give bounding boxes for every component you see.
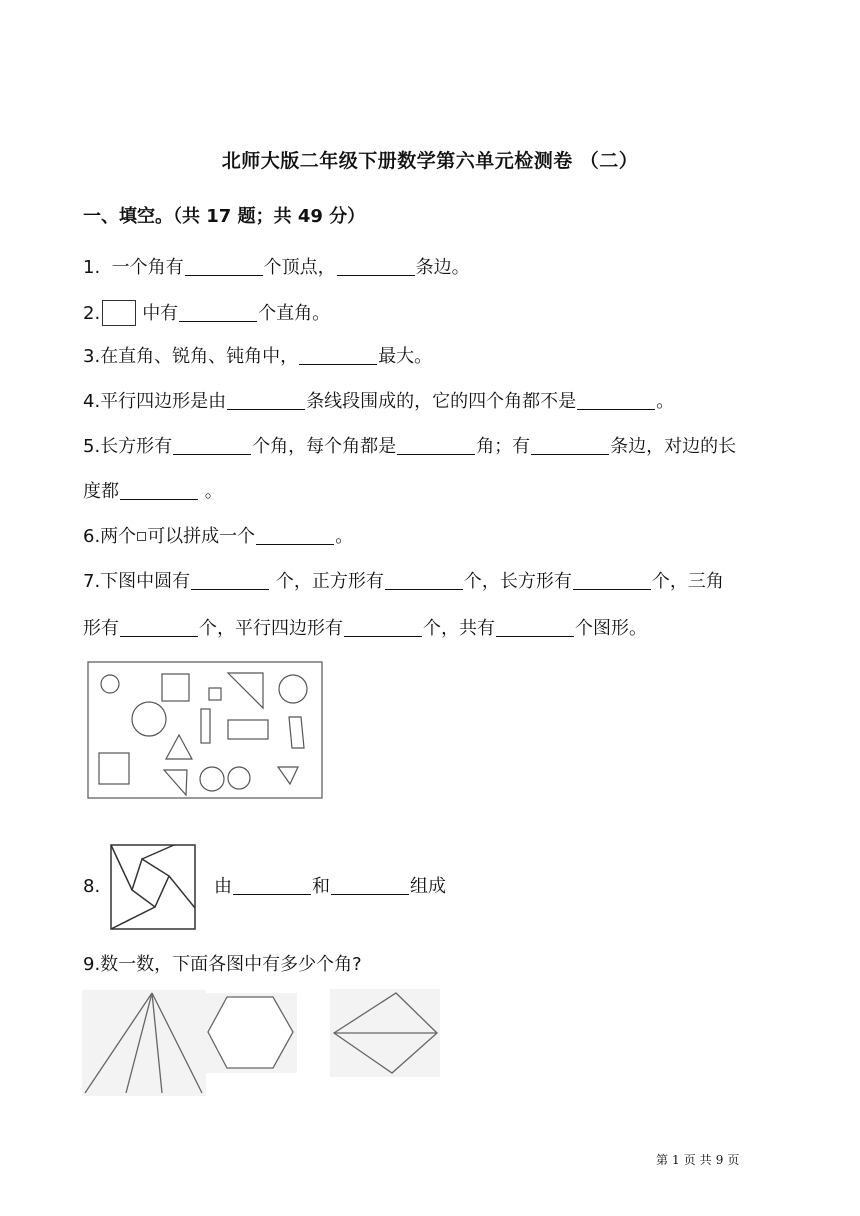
question-number: 2. [83,303,101,324]
answer-blank[interactable] [227,391,305,410]
page-number: 1 [672,1153,680,1167]
question-number: 8. [83,876,101,897]
square-composition-figure [109,843,197,931]
footer-text: 页 [683,1153,696,1167]
answer-blank[interactable] [299,346,377,365]
question-text: 9.数一数，下面各图中有多少个角? [83,954,362,975]
answer-blank[interactable] [120,618,198,637]
square-shape [162,674,189,701]
question-text: 个，正方形有 [270,571,384,592]
circle-shape [279,675,307,703]
total-pages: 9 [715,1153,724,1167]
answer-blank[interactable] [120,481,198,500]
answer-blank[interactable] [577,391,655,410]
answer-blank[interactable] [496,618,574,637]
question-7 [83,570,724,594]
question-text: 。 [656,391,675,412]
question-4 [83,390,674,414]
answer-blank[interactable] [573,571,651,590]
hexagon-figure [205,993,297,1073]
question-8-number [83,875,100,899]
footer-text: 第 [656,1153,669,1167]
footer-text: 页 [727,1153,740,1167]
question-text: 由 [214,876,232,897]
question-text: 条边。 [415,257,470,278]
page-title: 北师大版二年级下册数学第六单元检测卷 （二） [221,150,639,172]
question-text: 个，共有 [423,618,495,639]
question-text: 个，三角 [651,571,724,592]
question-text: 。 [335,526,354,547]
answer-blank[interactable] [385,571,463,590]
question-text: 4.平行四边形是由 [83,391,227,412]
answer-blank[interactable] [531,436,609,455]
question-2 [83,300,330,326]
question-text: 个，长方形有 [463,571,572,592]
question-text: 中有 [142,303,179,324]
triangle-shape [228,673,263,708]
kite-figure [330,989,440,1077]
question-6 [83,525,353,549]
answer-blank[interactable] [397,436,475,455]
question-5 [83,435,736,459]
parallelogram-shape [289,717,304,748]
question-text: 个直角。 [258,303,331,324]
question-text: 条边，对边的长 [610,436,737,457]
question-text: 一个角有 [111,257,184,278]
figure-frame [88,662,322,798]
answer-blank[interactable] [185,257,263,276]
question-8 [214,875,446,899]
rays-angle-figure [82,990,206,1096]
triangle-shape [164,770,187,795]
question-text: 度都 [83,481,119,502]
question-text: 3.在直角、锐角、钝角中， [83,346,299,367]
question-text: 角；有 [476,436,531,457]
circle-shape [101,675,119,693]
square-shape [209,688,221,700]
page-footer [656,1151,743,1168]
answer-blank[interactable] [256,526,334,545]
question-text: 5.长方形有 [83,436,173,457]
triangle-shape [278,767,298,784]
question-text: 。 [199,481,223,502]
question-number: 1. [83,257,101,278]
question-7-cont [83,617,647,641]
question-text: 和 [312,876,330,897]
small-square-icon [137,532,146,541]
circle-shape [200,767,224,791]
circle-shape [228,767,250,789]
circle-shape [132,702,166,736]
question-text: 个角，每个角都是 [252,436,397,457]
answer-blank[interactable] [337,257,415,276]
answer-blank[interactable] [344,618,422,637]
rectangle-shape [228,720,268,739]
answer-blank[interactable] [173,436,251,455]
question-text: 组成 [410,876,446,897]
answer-blank[interactable] [331,876,409,895]
question-9 [83,953,362,977]
question-3 [83,345,432,369]
question-text: 个图形。 [575,618,647,639]
answer-blank[interactable] [233,876,311,895]
question-text: 个顶点， [263,257,336,278]
answer-blank[interactable] [191,571,269,590]
question-text: 形有 [83,618,119,639]
section-heading: 一、填空。（共 17 题；共 49 分） [83,206,366,227]
question-text: 最大。 [378,346,433,367]
square-figure [102,300,136,326]
footer-text: 共 [699,1153,712,1167]
question-5-cont [83,480,223,504]
triangle-shape [166,735,192,759]
answer-blank[interactable] [179,303,257,322]
question-text: 条线段围成的，它的四个角都不是 [306,391,577,412]
question-text: 6.两个 [83,526,137,547]
question-text: 个，平行四边形有 [199,618,343,639]
question-text: 7.下图中圆有 [83,571,191,592]
rectangle-shape [201,709,210,743]
square-shape [99,753,129,784]
shapes-figure [86,660,326,802]
question-1 [83,256,470,280]
question-text: 可以拼成一个 [147,526,256,547]
